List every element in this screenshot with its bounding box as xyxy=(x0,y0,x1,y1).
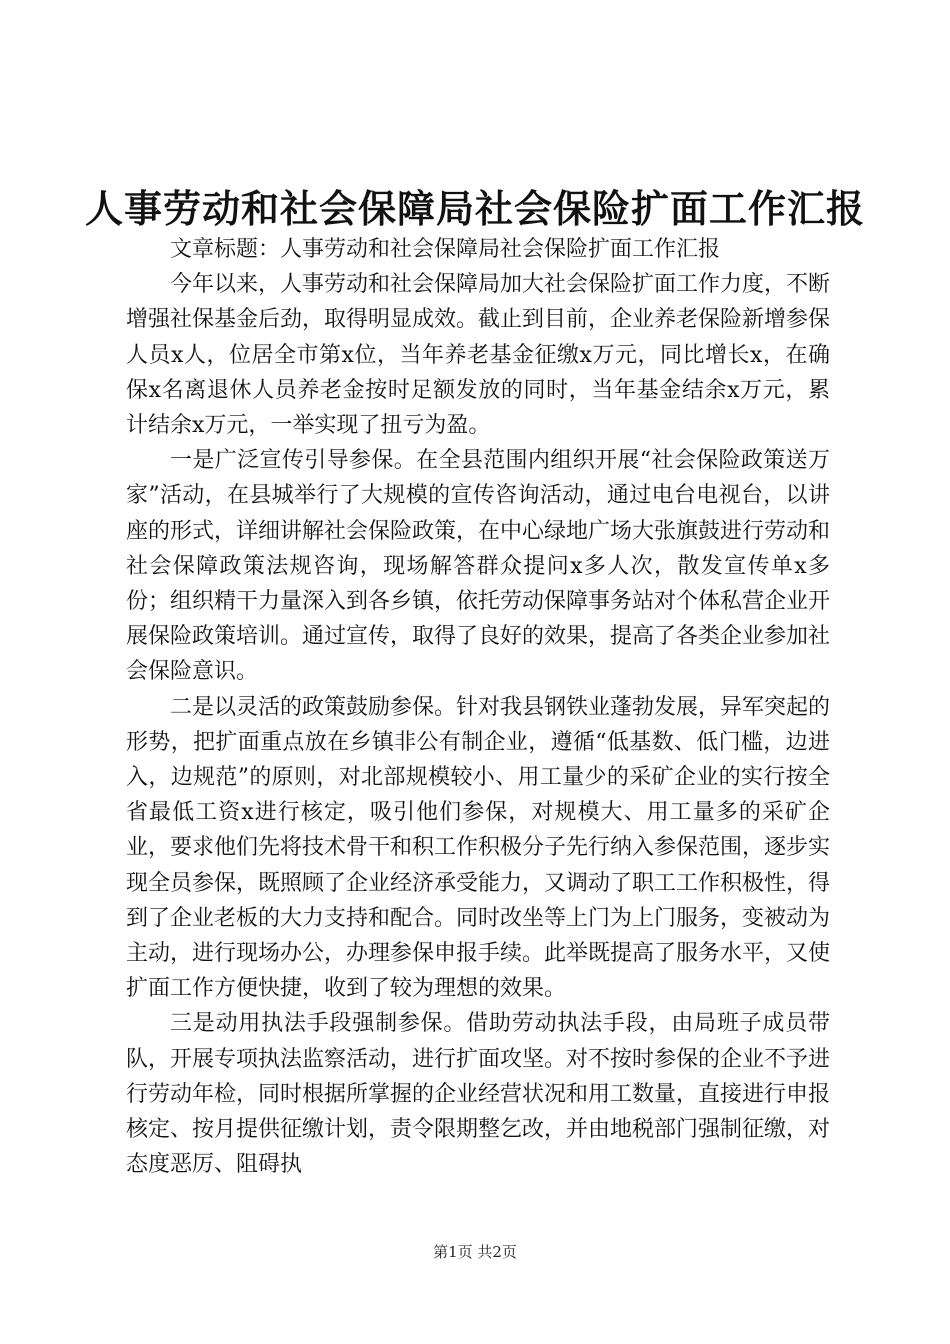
page-footer: 第1页 共2页 xyxy=(433,1243,517,1261)
document-body xyxy=(126,232,830,1182)
paragraph-flexible-policy: 二是以灵活的政策鼓励参保。针对我县钢铁业蓬勃发展，异军突起的形势，把扩面重点放在乡镇非公有制企业，遵循“低基数、低门槛，边进入，边规范”的原则，对北部规模较小、用工量少的采矿企业的实行按全省最低工资x进行核定，吸引他们参保，对规模大、用工量多的采矿企业，要求他们先将技术骨干和积工作积极分子先行纳入参保范围，逐步实现全员参保，既照顾了企业经济承受能力，又调动了职工工作积极性，得到了企业老板的大力支持和配合。同时改坐等上门为上门服务，变被动为主动，进行现场办公，办理参保申报手续。此举既提高了服务水平，又使扩面工作方便快捷，收到了较为理想的效果。 xyxy=(126,694,831,1002)
article-title-line: 文章标题：人事劳动和社会保障局社会保险扩面工作汇报 xyxy=(170,237,721,262)
paragraph-intro: 今年以来，人事劳动和社会保障局加大社会保险扩面工作力度，不断增强社保基金后劲，取得明显成效。截止到目前，企业养老保险新增参保人员x人，位居全市第x位，当年养老基金征缴x万元，同比增长x，在确保x名离退休人员养老金按时足额发放的同时，当年基金结余x万元，累计结余x万元，一举实现了扭亏为盈。 xyxy=(126,272,831,439)
document-title: 人事劳动和社会保障局社会保险扩面工作汇报 xyxy=(84,187,865,231)
paragraph-enforcement: 三是动用执法手段强制参保。借助劳动执法手段，由局班子成员带队，开展专项执法监察活动，进行扩面攻坚。对不按时参保的企业不予进行劳动年检，同时根据所掌握的企业经营状况和用工数量，直接进行申报核定、按月提供征缴计划，责令限期整乞改，并由地税部门强制征缴，对态度恶厉、阻碍执 xyxy=(126,1011,831,1178)
paragraph-publicity: 一是广泛宣传引导参保。在全县范围内组织开展“社会保险政策送万家”活动，在县城举行了大规模的宣传咨询活动，通过电台电视台，以讲座的形式，详细讲解社会保险政策，在中心绿地广场大张旗鼓进行劳动和社会保障政策法规咨询，现场解答群众提问x多人次，散发宣传单x多份；组织精干力量深入到各乡镇，依托劳动保障事务站对个体私营企业开展保险政策培训。通过宣传，取得了良好的效果，提高了各类企业参加社会保险意识。 xyxy=(126,448,831,685)
